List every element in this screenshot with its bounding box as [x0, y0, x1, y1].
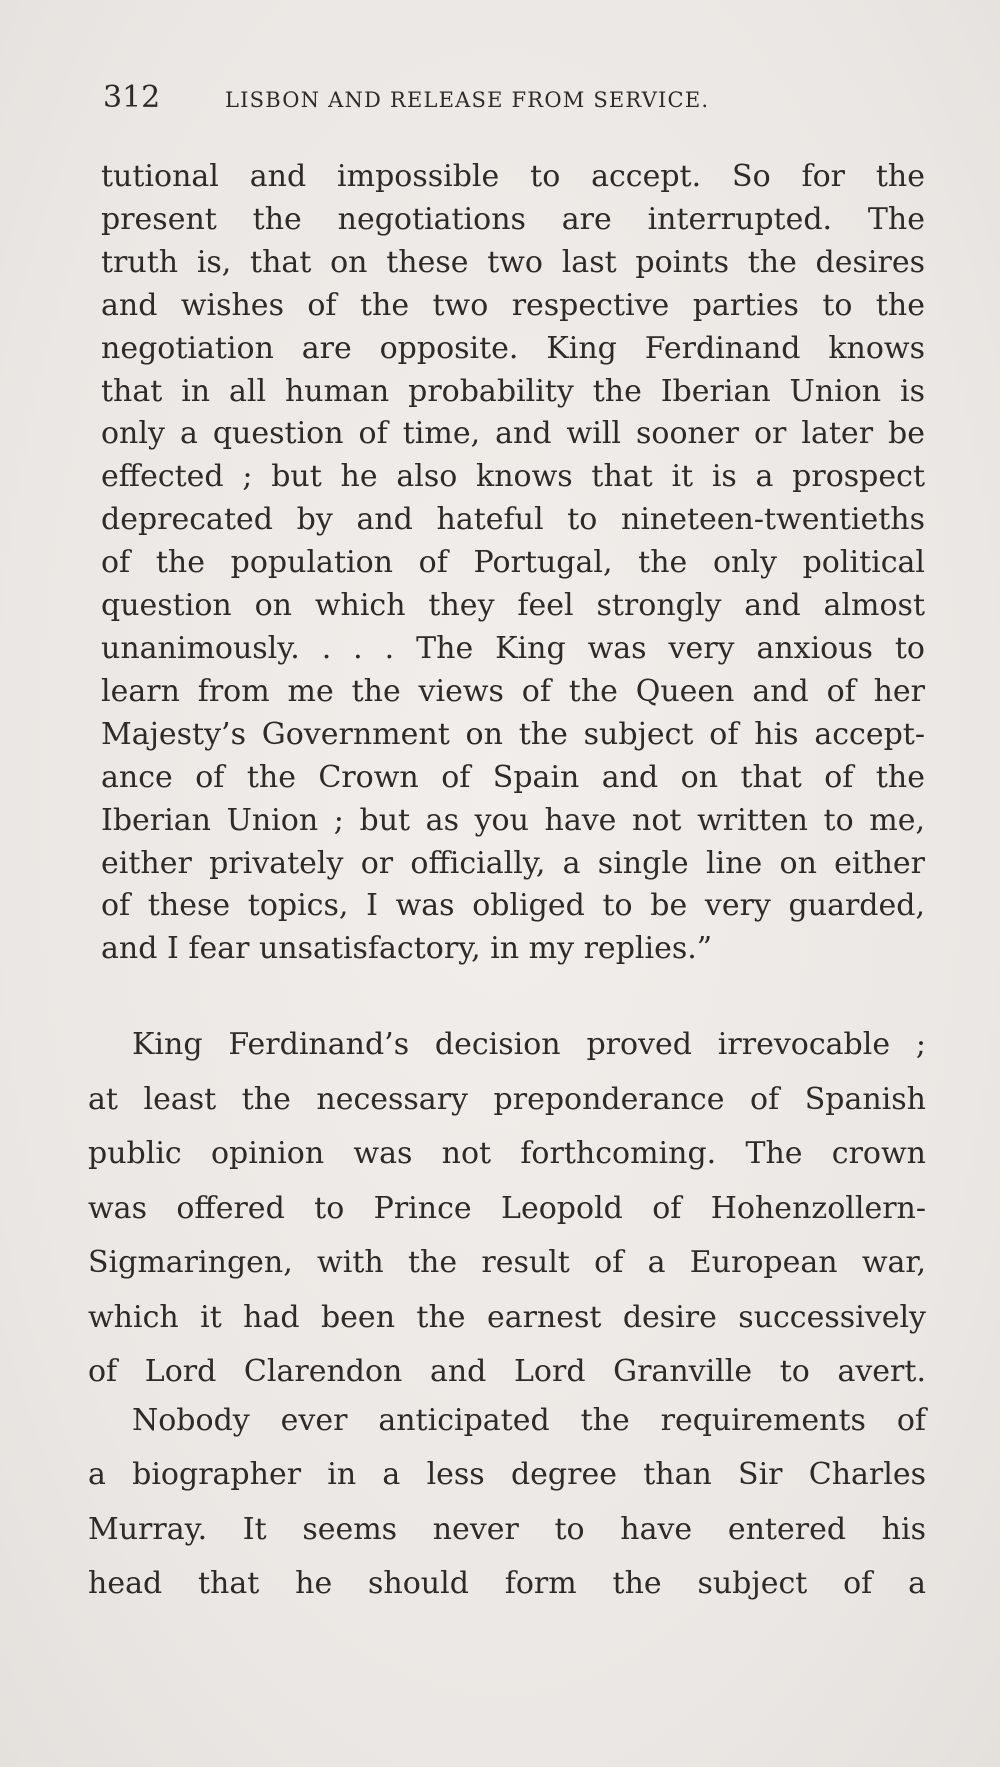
paragraph-line: King Ferdinand’s decision proved irrevocable ;	[132, 1027, 926, 1062]
quoted-letter-text	[101, 156, 925, 971]
paragraph-line: Murray. It seems never to have entered his	[88, 1511, 926, 1547]
text-line: deprecated by and hateful to nineteen-twentieths	[101, 502, 925, 538]
text-line: either privately or officially, a single line on either	[101, 845, 925, 881]
paragraph-line: at least the necessary preponderance of Spanish	[88, 1081, 926, 1117]
text-line: truth is, that on these two last points the desires	[101, 244, 925, 280]
paragraph-line: Sigmaringen, with the result of a European war,	[88, 1245, 926, 1280]
text-line: question on which they feel strongly and almost	[101, 588, 925, 624]
text-line: that in all human probability the Iberian Union is	[101, 373, 925, 409]
paragraph-line: Nobody ever anticipated the requirements of	[132, 1402, 926, 1438]
text-line: negotiation are opposite. King Ferdinand knows	[101, 330, 925, 366]
text-line: learn from me the views of the Queen and of her	[101, 673, 925, 709]
text-line: ance of the Crown of Spain and on that of the	[101, 759, 925, 795]
page-number: 312	[103, 80, 161, 115]
paragraph-line: which it had been the earnest desire successively	[88, 1299, 926, 1335]
text-line: and wishes of the two respective parties to the	[101, 287, 925, 323]
text-line: of these topics, I was obliged to be very guarded,	[101, 888, 925, 924]
text-line: present the negotiations are interrupted. The	[101, 201, 925, 237]
paragraph-line: of Lord Clarendon and Lord Granville to avert.	[88, 1354, 926, 1389]
paragraph-line: public opinion was not forthcoming. The crown	[88, 1136, 926, 1171]
text-line: of the population of Portugal, the only political	[101, 545, 925, 581]
text-line: and I fear unsatisfactory, in my replies.”	[101, 931, 713, 967]
paragraph-line: was offered to Prince Leopold of Hohenzollern-	[88, 1190, 926, 1226]
page-header	[103, 78, 923, 118]
text-line: unanimously. . . . The King was very anxious to	[101, 630, 925, 666]
running-head: LISBON AND RELEASE FROM SERVICE.	[225, 88, 710, 112]
text-line: only a question of time, and will sooner or later be	[101, 416, 925, 452]
text-line: Iberian Union ; but as you have not written to me,	[101, 802, 925, 838]
text-line: tutional and impossible to accept. So for the	[101, 159, 925, 194]
paragraph-line: a biographer in a less degree than Sir Charles	[88, 1457, 926, 1492]
body-text	[88, 1018, 926, 1612]
text-line: effected ; but he also knows that it is a prospect	[101, 459, 925, 495]
text-line: Majesty’s Government on the subject of his accept-	[101, 716, 925, 752]
paragraph-line: head that he should form the subject of a	[88, 1566, 926, 1601]
